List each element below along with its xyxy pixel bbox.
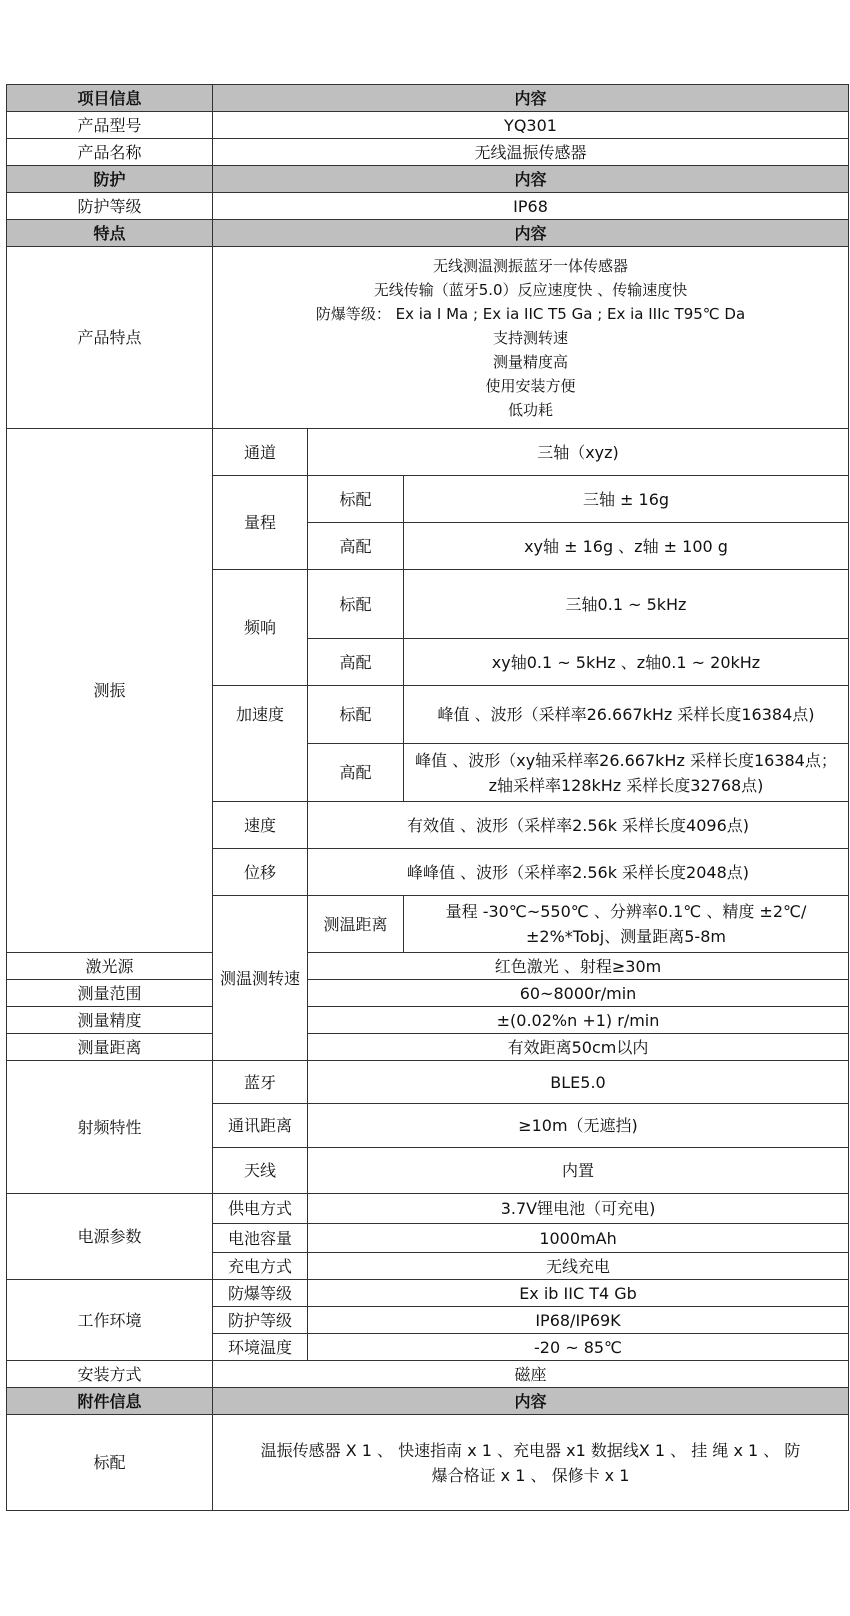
row-value: 量程 -30℃~550℃ 、分辨率0.1℃ 、精度 ±2℃/ ±2%*Tobj、测量距离5-8m — [404, 896, 849, 953]
row-value: 峰值 、波形（xy轴采样率26.667kHz 采样长度16384点； z轴采样率128kHz 采样长度32768点) — [404, 744, 849, 802]
row-label: 防护等级 — [7, 193, 213, 220]
section-label-env: 工作环境 — [7, 1280, 213, 1361]
row-value: 磁座 — [213, 1361, 849, 1388]
section-label-vibration: 测振 — [7, 429, 213, 953]
row-label: 标配 — [7, 1415, 213, 1511]
header-cell: 内容 — [213, 1388, 849, 1415]
row-label: 测温距离 — [308, 896, 404, 953]
sub-label: 高配 — [308, 639, 404, 686]
row-label: 激光源 — [7, 953, 213, 980]
row-label: 测量距离 — [7, 1034, 213, 1061]
row-value: YQ301 — [213, 112, 849, 139]
row-label: 天线 — [213, 1148, 308, 1194]
table-row — [7, 193, 849, 220]
row-value: 三轴0.1 ~ 5kHz — [404, 570, 849, 639]
row-label: 安装方式 — [7, 1361, 213, 1388]
row-label: 环境温度 — [213, 1334, 308, 1361]
row-label: 测量精度 — [7, 1007, 213, 1034]
row-value: 1000mAh — [308, 1224, 849, 1253]
row-label: 产品特点 — [7, 247, 213, 429]
features-text: 无线测温测振蓝牙一体传感器 无线传输（蓝牙5.0）反应速度快 、传输速度快 防爆等级： Ex ia I Ma ; Ex ia IIC T5 Ga ; Ex ia IIIc T95℃ Da 支持测转速 测量精度高 使用安装方便 低功耗 — [213, 247, 849, 429]
section-label-power: 电源参数 — [7, 1194, 213, 1280]
table-row — [7, 139, 849, 166]
row-value: 有效值 、波形（采样率2.56k 采样长度4096点) — [308, 802, 849, 849]
row-label: 防爆等级 — [213, 1280, 308, 1307]
table-row — [7, 429, 849, 476]
spec-table — [6, 84, 849, 1511]
table-row — [7, 1061, 849, 1104]
header-row-protection — [7, 166, 849, 193]
sub-label: 标配 — [308, 570, 404, 639]
table-row — [7, 247, 849, 429]
table-row — [7, 1194, 849, 1224]
row-label: 通讯距离 — [213, 1104, 308, 1148]
row-value: 三轴 ± 16g — [404, 476, 849, 523]
header-cell: 附件信息 — [7, 1388, 213, 1415]
row-label: 加速度 — [213, 686, 308, 802]
row-value: 红色激光 、射程≥30m — [308, 953, 849, 980]
table-row — [7, 1007, 849, 1034]
row-label: 防护等级 — [213, 1307, 308, 1334]
row-label: 速度 — [213, 802, 308, 849]
row-label: 位移 — [213, 849, 308, 896]
header-cell: 特点 — [7, 220, 213, 247]
row-label: 产品型号 — [7, 112, 213, 139]
table-row — [7, 1280, 849, 1307]
row-value: 峰值 、波形（采样率26.667kHz 采样长度16384点) — [404, 686, 849, 744]
table-row — [7, 1034, 849, 1061]
table-row — [7, 112, 849, 139]
row-value: 有效距离50cm以内 — [308, 1034, 849, 1061]
header-cell: 防护 — [7, 166, 213, 193]
row-label: 电池容量 — [213, 1224, 308, 1253]
table-row — [7, 953, 849, 980]
section-label-rf: 射频特性 — [7, 1061, 213, 1194]
header-cell: 项目信息 — [7, 85, 213, 112]
row-label: 测量范围 — [7, 980, 213, 1007]
row-label: 产品名称 — [7, 139, 213, 166]
section-label-temp-speed: 测温测转速 — [213, 896, 308, 1061]
table-row — [7, 1415, 849, 1511]
table-row — [7, 980, 849, 1007]
row-label: 量程 — [213, 476, 308, 570]
row-value: xy轴 ± 16g 、z轴 ± 100 g — [404, 523, 849, 570]
row-label: 通道 — [213, 429, 308, 476]
row-value: 3.7V锂电池（可充电) — [308, 1194, 849, 1224]
sub-label: 高配 — [308, 523, 404, 570]
sub-label: 标配 — [308, 686, 404, 744]
row-value: BLE5.0 — [308, 1061, 849, 1104]
row-value: Ex ib IIC T4 Gb — [308, 1280, 849, 1307]
row-value: ≥10m（无遮挡) — [308, 1104, 849, 1148]
row-value: IP68 — [213, 193, 849, 220]
row-value: 三轴（xyz) — [308, 429, 849, 476]
header-row-info — [7, 85, 849, 112]
table-row — [7, 1361, 849, 1388]
row-value: -20 ~ 85℃ — [308, 1334, 849, 1361]
header-cell: 内容 — [213, 85, 849, 112]
header-cell: 内容 — [213, 166, 849, 193]
row-label: 充电方式 — [213, 1253, 308, 1280]
header-cell: 内容 — [213, 220, 849, 247]
accessories-text: 温振传感器 X 1 、 快速指南 x 1 、充电器 x1 数据线X 1 、 挂 绳 x 1 、 防 爆合格证 x 1 、 保修卡 x 1 — [213, 1415, 849, 1511]
row-value: xy轴0.1 ~ 5kHz 、z轴0.1 ~ 20kHz — [404, 639, 849, 686]
row-value: 峰峰值 、波形（采样率2.56k 采样长度2048点) — [308, 849, 849, 896]
sub-label: 标配 — [308, 476, 404, 523]
row-label: 供电方式 — [213, 1194, 308, 1224]
row-value: 无线温振传感器 — [213, 139, 849, 166]
header-row-features — [7, 220, 849, 247]
row-value: ±(0.02%n +1) r/min — [308, 1007, 849, 1034]
row-value: 无线充电 — [308, 1253, 849, 1280]
row-value: 60~8000r/min — [308, 980, 849, 1007]
header-row-accessories — [7, 1388, 849, 1415]
row-label: 蓝牙 — [213, 1061, 308, 1104]
row-value: IP68/IP69K — [308, 1307, 849, 1334]
sub-label: 高配 — [308, 744, 404, 802]
row-value: 内置 — [308, 1148, 849, 1194]
row-label: 频响 — [213, 570, 308, 686]
